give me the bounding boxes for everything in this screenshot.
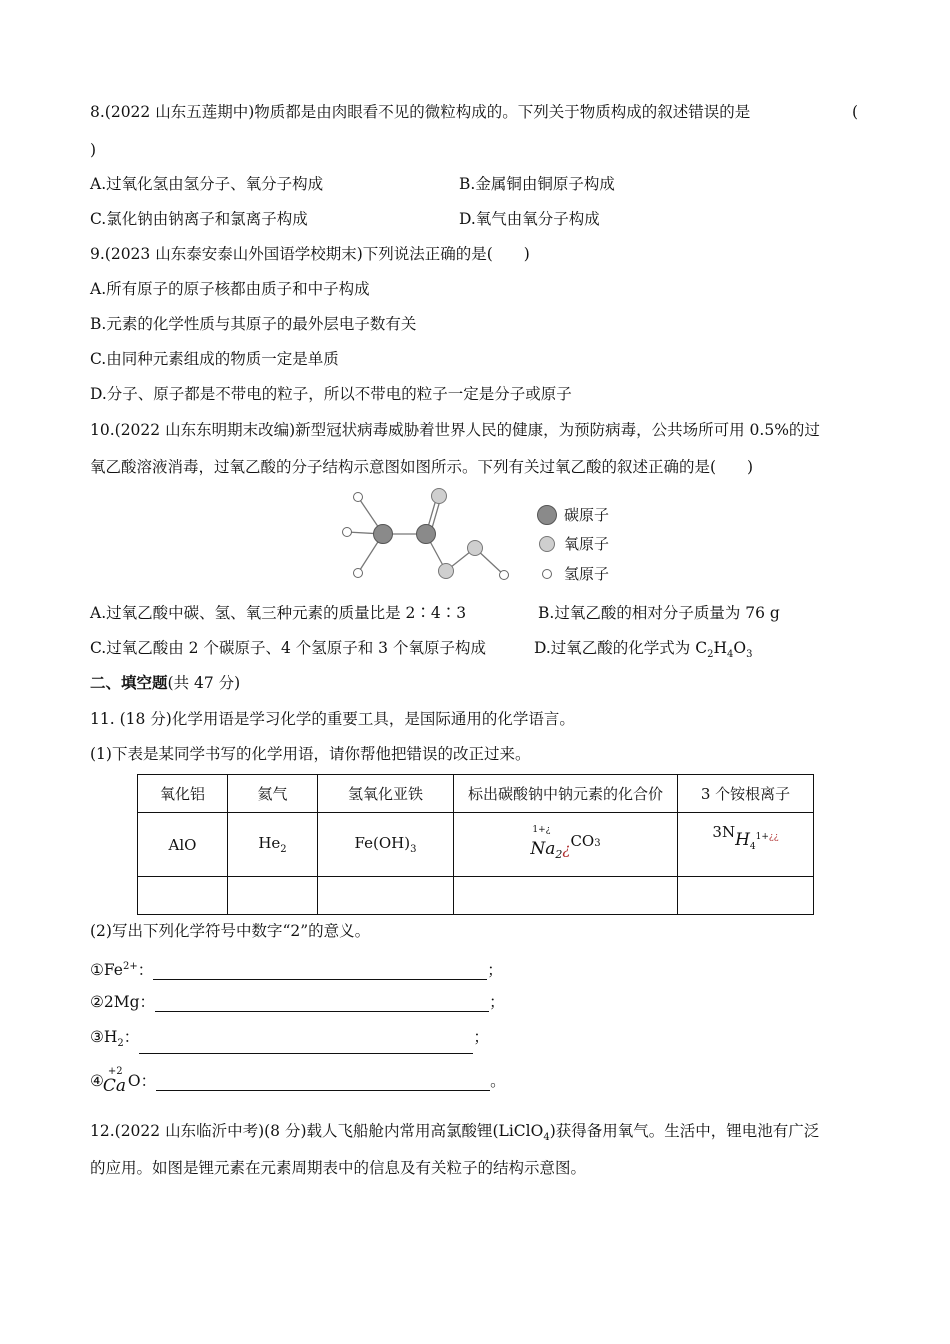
correction-table: [137, 774, 814, 915]
q10-option-c: C.过氧乙酸由 2 个碳原子、4 个氢原子和 3 个氧原子构成: [90, 639, 486, 657]
q8-paren-close: ): [90, 141, 97, 159]
cell-he2: $He_2$: [228, 813, 318, 877]
section-title: 二、填空题(共 47 分): [90, 673, 241, 692]
table-answer-row: [138, 877, 814, 915]
legend-hydrogen-label: 氢原子: [564, 565, 610, 583]
carbon-atom: [417, 525, 436, 544]
legend-carbon-icon: [536, 504, 558, 526]
q11-item3: $③H_2$： ；: [90, 1027, 489, 1054]
q12-stem-line2: 的应用。如图是锂元素在元素周期表中的信息及有关粒子的结构示意图。: [90, 1159, 587, 1177]
answer-cell[interactable]: [318, 877, 454, 915]
table-header-row: [138, 775, 814, 813]
table-header-cell: 氦气: [228, 775, 318, 813]
oxygen-atom: [468, 541, 483, 556]
answer-cell[interactable]: [138, 877, 228, 915]
q8-option-c: C.氯化钠由钠离子和氯离子构成: [90, 210, 308, 228]
cell-nh4: $3NH_4^{1+¿¿}$: [678, 813, 814, 877]
q10-option-b: B.过氧乙酸的相对分子质量为 76 g: [538, 604, 780, 622]
table-header-cell: 氧化铝: [138, 775, 228, 813]
q9-option-d: D.分子、原子都是不带电的粒子，所以不带电的粒子一定是分子或原子: [90, 385, 572, 403]
table-row: [138, 813, 814, 877]
legend-hydrogen-icon: [536, 563, 558, 585]
q9-stem: 9.(2023 山东泰安泰山外国语学校期末)下列说法正确的是( ): [90, 245, 530, 263]
q9-option-a: A.所有原子的原子核都由质子和中子构成: [90, 280, 370, 298]
q11-part2: (2)写出下列化学符号中数字“2”的意义。: [90, 922, 371, 940]
q8-stem: 8.(2022 山东五莲期中)物质都是由肉眼看不见的微粒构成的。下列关于物质构成的叙述错误的是: [90, 103, 751, 121]
q8-option-a: A.过氧化氢由氢分子、氧分子构成: [90, 175, 324, 193]
oxygen-atom: [439, 564, 454, 579]
q9-option-c: C.由同种元素组成的物质一定是单质: [90, 350, 339, 368]
q11-item1: $①Fe^{2+}$： ；: [90, 961, 503, 980]
hydrogen-atom: [354, 493, 363, 502]
q11-item2: ②2Mg： ；: [90, 993, 505, 1011]
q8-option-b: B.金属铜由铜原子构成: [459, 175, 615, 193]
hydrogen-atom: [500, 571, 509, 580]
carbon-atom: [374, 525, 393, 544]
na-valence: 1+¿: [532, 824, 551, 835]
q10-stem-line2: 氧乙酸溶液消毒，过氧乙酸的分子结构示意图如图所示。下列有关过氧乙酸的叙述正确的是( ): [90, 458, 754, 476]
answer-blank[interactable]: [139, 1039, 473, 1054]
answer-cell[interactable]: [228, 877, 318, 915]
q10-stem-line1: 10.(2022 山东东明期末改编)新型冠状病毒威胁着世界人民的健康，为预防病毒，公共场所可用 0.5%的过: [90, 421, 820, 439]
legend-oxygen-label: 氧原子: [564, 535, 610, 553]
q11-item4: ④ +2 Ca O： 。: [90, 1066, 506, 1096]
q11-stem: 11. (18 分)化学用语是学习化学的重要工具，是国际通用的化学语言。: [90, 710, 575, 728]
cell-alo: AlO: [138, 813, 228, 877]
q11-part1: (1)下表是某同学书写的化学用语，请你帮他把错误的改正过来。: [90, 745, 531, 763]
legend-oxygen-icon: [536, 533, 558, 555]
answer-blank[interactable]: [153, 965, 487, 980]
q10-option-a: A.过氧乙酸中碳、氢、氧三种元素的质量比是 2∶4∶3: [90, 604, 467, 622]
q8-paren-open: (: [852, 103, 859, 121]
answer-blank[interactable]: [155, 997, 489, 1012]
legend-carbon-label: 碳原子: [564, 506, 610, 524]
q12-stem-line1: 12.(2022 山东临沂中考)(8 分)载人飞船舱内常用高氯酸锂(LiClO$_4$)获得备用氧气。生活中，锂电池有广泛: [90, 1122, 820, 1144]
q8-option-d: D.氧气由氧分子构成: [459, 210, 600, 228]
answer-cell[interactable]: [678, 877, 814, 915]
table-header-cell: 3 个铵根离子: [678, 775, 814, 813]
cell-na2co3: 1+¿ $Na_2¿CO_3$: [454, 813, 678, 877]
cell-feoh3: $Fe(OH)_3$: [318, 813, 454, 877]
table-header-cell: 氢氧化亚铁: [318, 775, 454, 813]
molecule-diagram: [335, 485, 525, 595]
hydrogen-atom: [343, 528, 352, 537]
hydrogen-atom: [354, 569, 363, 578]
q10-option-d: D.过氧乙酸的化学式为 $C_2H_4O_3$: [534, 639, 753, 661]
table-header-cell: 标出碳酸钠中钠元素的化合价: [454, 775, 678, 813]
answer-cell[interactable]: [454, 877, 678, 915]
oxygen-atom: [432, 489, 447, 504]
q9-option-b: B.元素的化学性质与其原子的最外层电子数有关: [90, 315, 417, 333]
answer-blank[interactable]: [156, 1076, 490, 1091]
